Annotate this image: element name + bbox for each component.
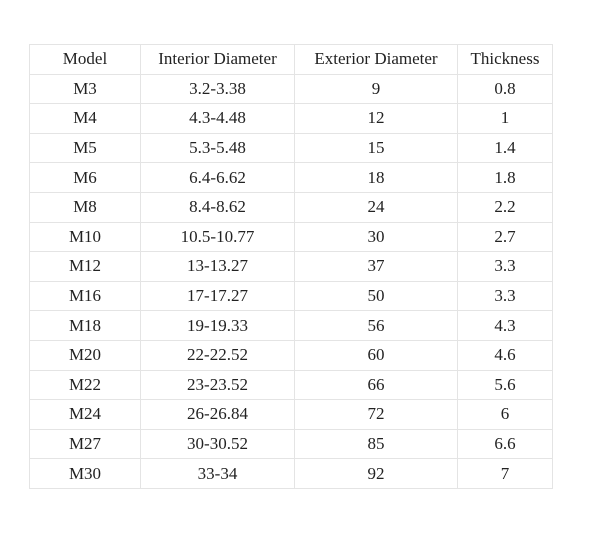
cell-interior-diameter: 4.3-4.48 — [141, 104, 295, 134]
cell-thickness: 0.8 — [458, 74, 553, 104]
cell-interior-diameter: 17-17.27 — [141, 281, 295, 311]
table-row — [30, 340, 553, 370]
table-row — [30, 222, 553, 252]
cell-model: M16 — [30, 281, 141, 311]
cell-thickness: 3.3 — [458, 252, 553, 282]
cell-model: M24 — [30, 400, 141, 430]
cell-thickness: 4.6 — [458, 340, 553, 370]
cell-thickness: 5.6 — [458, 370, 553, 400]
cell-thickness: 2.7 — [458, 222, 553, 252]
table-row — [30, 400, 553, 430]
cell-model: M18 — [30, 311, 141, 341]
cell-interior-diameter: 22-22.52 — [141, 340, 295, 370]
cell-interior-diameter: 13-13.27 — [141, 252, 295, 282]
cell-thickness: 1 — [458, 104, 553, 134]
cell-thickness: 3.3 — [458, 281, 553, 311]
cell-exterior-diameter: 18 — [295, 163, 458, 193]
cell-exterior-diameter: 92 — [295, 459, 458, 489]
cell-exterior-diameter: 24 — [295, 192, 458, 222]
cell-thickness: 6.6 — [458, 429, 553, 459]
cell-exterior-diameter: 60 — [295, 340, 458, 370]
cell-model: M20 — [30, 340, 141, 370]
cell-exterior-diameter: 50 — [295, 281, 458, 311]
table-row — [30, 281, 553, 311]
cell-thickness: 1.4 — [458, 133, 553, 163]
cell-interior-diameter: 23-23.52 — [141, 370, 295, 400]
cell-interior-diameter: 19-19.33 — [141, 311, 295, 341]
table-row — [30, 252, 553, 282]
table-row — [30, 192, 553, 222]
header-interior-diameter: Interior Diameter — [141, 45, 295, 75]
cell-exterior-diameter: 66 — [295, 370, 458, 400]
cell-model: M6 — [30, 163, 141, 193]
cell-exterior-diameter: 72 — [295, 400, 458, 430]
header-exterior-diameter: Exterior Diameter — [295, 45, 458, 75]
table-header — [30, 45, 553, 75]
header-model: Model — [30, 45, 141, 75]
table-row — [30, 104, 553, 134]
cell-model: M4 — [30, 104, 141, 134]
cell-model: M10 — [30, 222, 141, 252]
header-thickness: Thickness — [458, 45, 553, 75]
cell-exterior-diameter: 85 — [295, 429, 458, 459]
cell-exterior-diameter: 15 — [295, 133, 458, 163]
cell-model: M5 — [30, 133, 141, 163]
cell-interior-diameter: 33-34 — [141, 459, 295, 489]
table-row — [30, 370, 553, 400]
cell-exterior-diameter: 30 — [295, 222, 458, 252]
table-row — [30, 459, 553, 489]
cell-exterior-diameter: 37 — [295, 252, 458, 282]
table-row — [30, 163, 553, 193]
cell-exterior-diameter: 9 — [295, 74, 458, 104]
cell-interior-diameter: 10.5-10.77 — [141, 222, 295, 252]
cell-interior-diameter: 30-30.52 — [141, 429, 295, 459]
cell-thickness: 4.3 — [458, 311, 553, 341]
cell-model: M12 — [30, 252, 141, 282]
cell-interior-diameter: 26-26.84 — [141, 400, 295, 430]
table-row — [30, 429, 553, 459]
table-row — [30, 133, 553, 163]
cell-model: M3 — [30, 74, 141, 104]
cell-model: M30 — [30, 459, 141, 489]
table-row — [30, 311, 553, 341]
cell-exterior-diameter: 12 — [295, 104, 458, 134]
cell-model: M22 — [30, 370, 141, 400]
cell-thickness: 1.8 — [458, 163, 553, 193]
cell-interior-diameter: 6.4-6.62 — [141, 163, 295, 193]
header-row — [30, 45, 553, 75]
table-row — [30, 74, 553, 104]
cell-thickness: 2.2 — [458, 192, 553, 222]
cell-thickness: 6 — [458, 400, 553, 430]
cell-exterior-diameter: 56 — [295, 311, 458, 341]
cell-interior-diameter: 5.3-5.48 — [141, 133, 295, 163]
spec-table — [29, 44, 553, 489]
cell-interior-diameter: 8.4-8.62 — [141, 192, 295, 222]
cell-thickness: 7 — [458, 459, 553, 489]
table-body — [30, 74, 553, 488]
cell-model: M27 — [30, 429, 141, 459]
cell-interior-diameter: 3.2-3.38 — [141, 74, 295, 104]
cell-model: M8 — [30, 192, 141, 222]
